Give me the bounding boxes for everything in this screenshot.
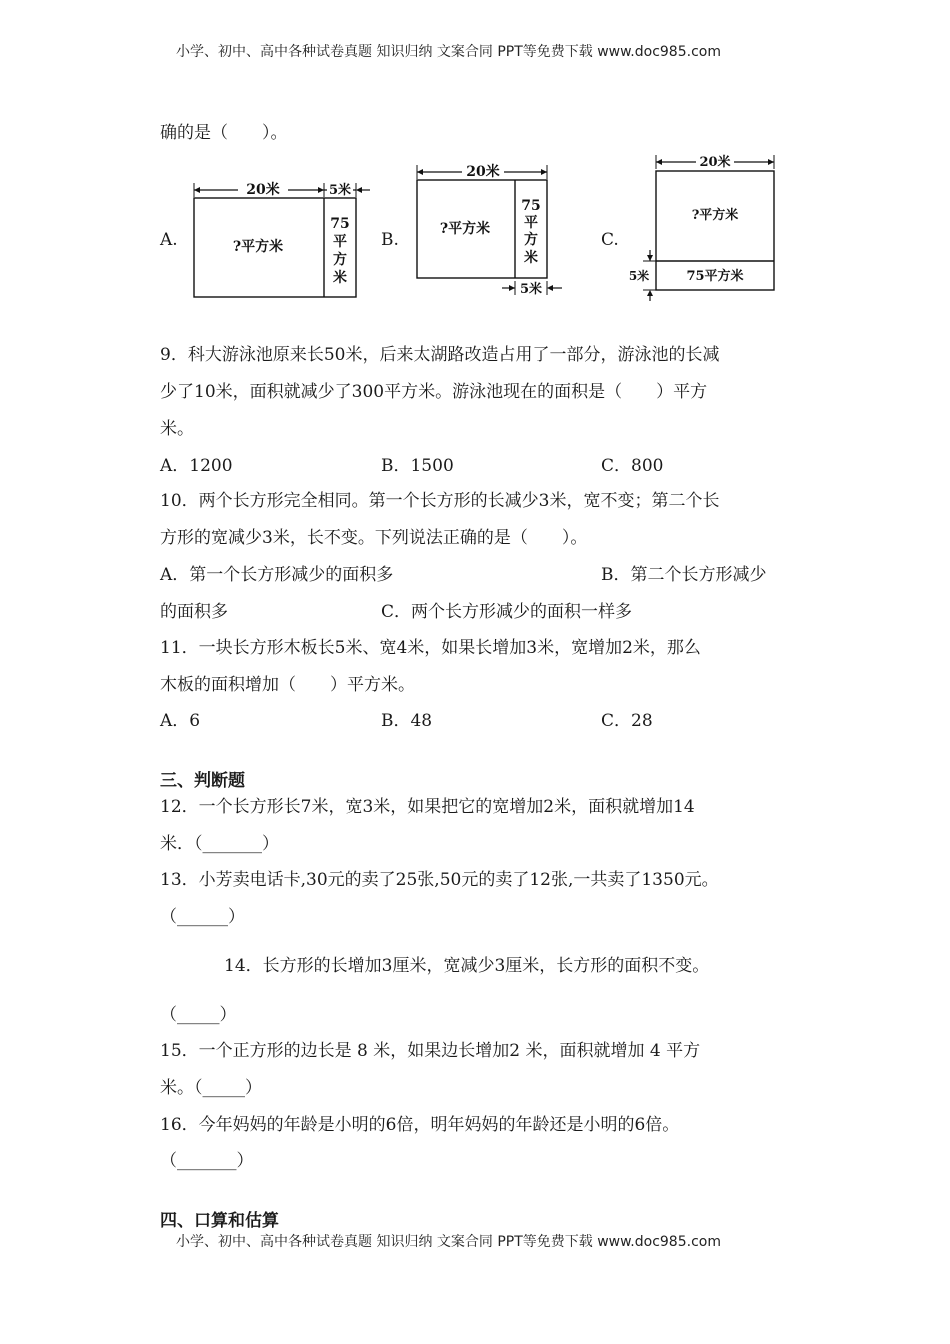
figure-b-side-label-4: 米 [524, 250, 538, 266]
figure-b-side-label-1: 75 [521, 198, 541, 214]
section-4-title: 四、口算和估算 [160, 1211, 279, 1231]
q10-option-b-continued: 的面积多 [160, 602, 228, 622]
q9-line-2: 少了10米，面积就减少了300平方米。游泳池现在的面积是（ ）平方 [160, 382, 708, 402]
q11-option-b: B．48 [381, 711, 433, 731]
q9-line-3: 米。 [160, 419, 194, 439]
q8-tail: 确的是（ ）。 [160, 123, 288, 143]
q10-line-2: 方形的宽减少3米，长不变。下列说法正确的是（ ）。 [160, 528, 588, 548]
q8-option-a: A. [160, 230, 178, 250]
q11-option-c: C．28 [601, 711, 653, 731]
figure-a-right-label: 5米 [328, 183, 352, 198]
q16-line-1: 16．今年妈妈的年龄是小明的6倍，明年妈妈的年龄还是小明的6倍。 [160, 1115, 680, 1135]
figure-a-side-label-2: 平 [333, 234, 347, 250]
q9-option-a: A．1200 [160, 456, 233, 476]
q10-option-b: B．第二个长方形减少 [601, 565, 767, 585]
figure-b-side-label-2: 平 [524, 215, 538, 231]
figure-a [188, 176, 373, 302]
figure-b [412, 160, 572, 300]
q15-line-2: 米。（_____） [160, 1078, 262, 1098]
figure-c-left-label: 5米 [628, 269, 650, 283]
figure-a-side-label-4: 米 [333, 270, 347, 286]
q9-option-b: B．1500 [381, 456, 454, 476]
figure-a-side-label-1: 75 [330, 216, 350, 232]
q11-line-1: 11．一块长方形木板长5米、宽4米，如果长增加3米，宽增加2米，那么 [160, 638, 701, 658]
figure-c-top-label: 20米 [699, 155, 731, 170]
q8-option-c: C. [601, 230, 619, 250]
page-header: 小学、初中、高中各种试卷真题 知识归纳 文案合同 PPT等免费下载 www.doc985.com [176, 44, 721, 60]
q14-line-1: 14．长方形的长增加3厘米，宽减少3厘米，长方形的面积不变。 [224, 956, 710, 976]
figure-c-main-label: ?平方米 [691, 208, 739, 223]
figure-a-top-label: 20米 [246, 182, 280, 198]
figure-b-side-label-3: 方 [524, 232, 538, 248]
q8-option-b: B. [381, 230, 399, 250]
figure-a-main-label: ?平方米 [232, 239, 284, 255]
q10-line-1: 10．两个长方形完全相同。第一个长方形的长减少3米，宽不变；第二个长 [160, 491, 720, 511]
q14-line-2: （_____） [160, 1005, 237, 1025]
q9-option-c: C．800 [601, 456, 664, 476]
q11-line-2: 木板的面积增加（ ）平方米。 [160, 675, 415, 695]
figure-b-main-label: ?平方米 [439, 221, 491, 237]
page-footer: 小学、初中、高中各种试卷真题 知识归纳 文案合同 PPT等免费下载 www.doc985.com [176, 1234, 721, 1250]
figure-b-top-label: 20米 [466, 164, 500, 180]
q11-option-a: A．6 [160, 711, 201, 731]
q9-line-1: 9．科大游泳池原来长50米，后来太湖路改造占用了一部分，游泳池的长减 [160, 345, 720, 365]
q16-line-2: （_______） [160, 1151, 254, 1171]
figure-c-strip-label: 75平方米 [686, 269, 744, 284]
q10-option-c: C．两个长方形减少的面积一样多 [381, 602, 633, 622]
figure-c [628, 150, 783, 302]
q13-line-2: （______） [160, 907, 245, 927]
q12-line-2: 米．（_______） [160, 834, 279, 854]
q12-line-1: 12．一个长方形长7米，宽3米，如果把它的宽增加2米，面积就增加14 [160, 797, 695, 817]
q15-line-1: 15．一个正方形的边长是 8 米，如果边长增加2 米，面积就增加 4 平方 [160, 1041, 701, 1061]
section-3-title: 三、判断题 [160, 771, 245, 791]
q13-line-1: 13．小芳卖电话卡,30元的卖了25张,50元的卖了12张,一共卖了1350元。 [160, 870, 719, 890]
q10-option-a: A．第一个长方形减少的面积多 [160, 565, 394, 585]
figure-a-side-label-3: 方 [333, 252, 347, 268]
figure-b-bottom-label: 5米 [519, 282, 543, 297]
